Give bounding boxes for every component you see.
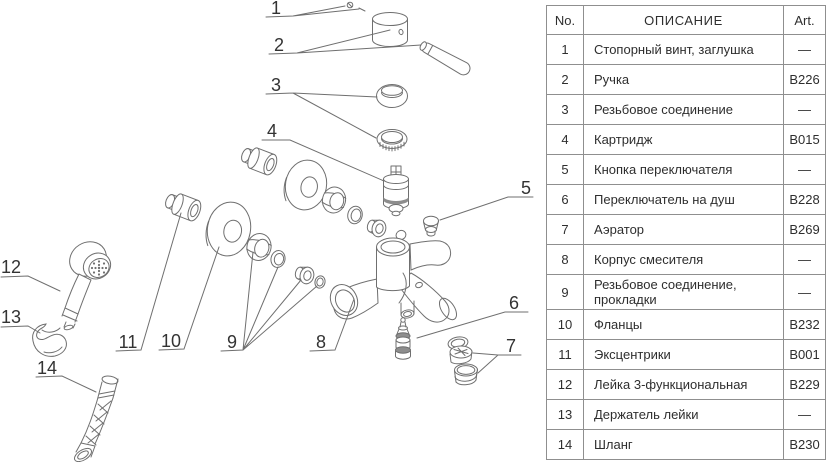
table-header-row [547,6,826,35]
callout-label-1: 1 [270,0,282,18]
row-art-code: B230 [784,430,826,460]
callout-5 [440,178,533,220]
table-row [547,35,826,65]
row-description: Аэратор [584,215,784,245]
row-art-code: B001 [784,340,826,370]
row-description: Переключатель на душ [584,185,784,215]
callout-14 [36,358,96,392]
callout-label-9: 9 [226,332,238,352]
callout-label-6: 6 [508,293,520,313]
row-description: Корпус смесителя [584,245,784,275]
callout-13 [1,307,40,333]
callout-1 [266,0,359,18]
row-description: Кнопка переключателя [584,155,784,185]
parts-table-body [547,35,826,460]
parts-table [546,5,826,460]
callout-label-3: 3 [270,75,282,95]
row-number: 7 [547,215,584,245]
part-shower-diverter [396,318,411,359]
part-threaded-connection [377,85,408,152]
row-art-code: — [784,35,826,65]
row-description: Лейка 3-функциональная [584,370,784,400]
callout-3 [266,75,377,138]
row-number: 10 [547,310,584,340]
row-number: 14 [547,430,584,460]
row-art-code: — [784,155,826,185]
row-description: Фланцы [584,310,784,340]
callout-label-10: 10 [160,331,182,351]
callout-label-13: 13 [0,307,22,327]
row-art-code: — [784,245,826,275]
table-row [547,95,826,125]
row-number: 12 [547,370,584,400]
table-row [547,215,826,245]
table-row [547,275,826,310]
row-description: Ручка [584,65,784,95]
part-handle [373,13,473,78]
header-art: Art. [784,6,826,35]
row-number: 1 [547,35,584,65]
header-no: No. [547,6,584,35]
row-description: Резьбовое соединение [584,95,784,125]
row-description: Держатель лейки [584,400,784,430]
row-art-code: B229 [784,370,826,400]
callout-label-12: 12 [0,257,22,277]
callout-label-5: 5 [520,178,532,198]
row-description: Резьбовое соединение, прокладки [584,275,784,310]
callout-label-4: 4 [266,121,278,141]
row-number: 4 [547,125,584,155]
row-art-code: — [784,95,826,125]
row-art-code: — [784,275,826,310]
row-art-code: — [784,400,826,430]
table-row [547,310,826,340]
row-number: 2 [547,65,584,95]
table-row [547,245,826,275]
table-row [547,65,826,95]
row-art-code: B226 [784,65,826,95]
row-number: 11 [547,340,584,370]
table-row [547,370,826,400]
row-description: Шланг [584,430,784,460]
table-row [547,155,826,185]
callout-label-8: 8 [315,332,327,352]
part-shower-head [62,235,115,331]
row-number: 13 [547,400,584,430]
callout-10 [159,247,219,351]
part-diverter-button [424,216,439,236]
callout-label-2: 2 [273,35,285,55]
callout-7 [473,336,521,373]
part-aerator [447,335,477,384]
row-number: 6 [547,185,584,215]
callout-label-11: 11 [118,332,138,352]
part-cartridge [384,166,409,216]
table-row [547,400,826,430]
part-shower-holder [33,324,67,356]
row-art-code: B015 [784,125,826,155]
row-art-code: B228 [784,185,826,215]
table-row [547,340,826,370]
row-number: 9 [547,275,584,310]
callout-label-14: 14 [36,358,58,378]
row-art-code: B232 [784,310,826,340]
callout-12 [1,257,60,291]
row-number: 3 [547,95,584,125]
row-description: Эксцентрики [584,340,784,370]
header-description: ОПИСАНИЕ [584,6,784,35]
part-mixer-body [325,229,460,323]
row-number: 5 [547,155,584,185]
row-art-code: B269 [784,215,826,245]
table-row [547,185,826,215]
callout-label-7: 7 [505,336,517,356]
row-number: 8 [547,245,584,275]
table-row [547,430,826,460]
row-description: Стопорный винт, заглушка [584,35,784,65]
row-description: Картридж [584,125,784,155]
table-row [547,125,826,155]
part-hose [72,375,118,462]
